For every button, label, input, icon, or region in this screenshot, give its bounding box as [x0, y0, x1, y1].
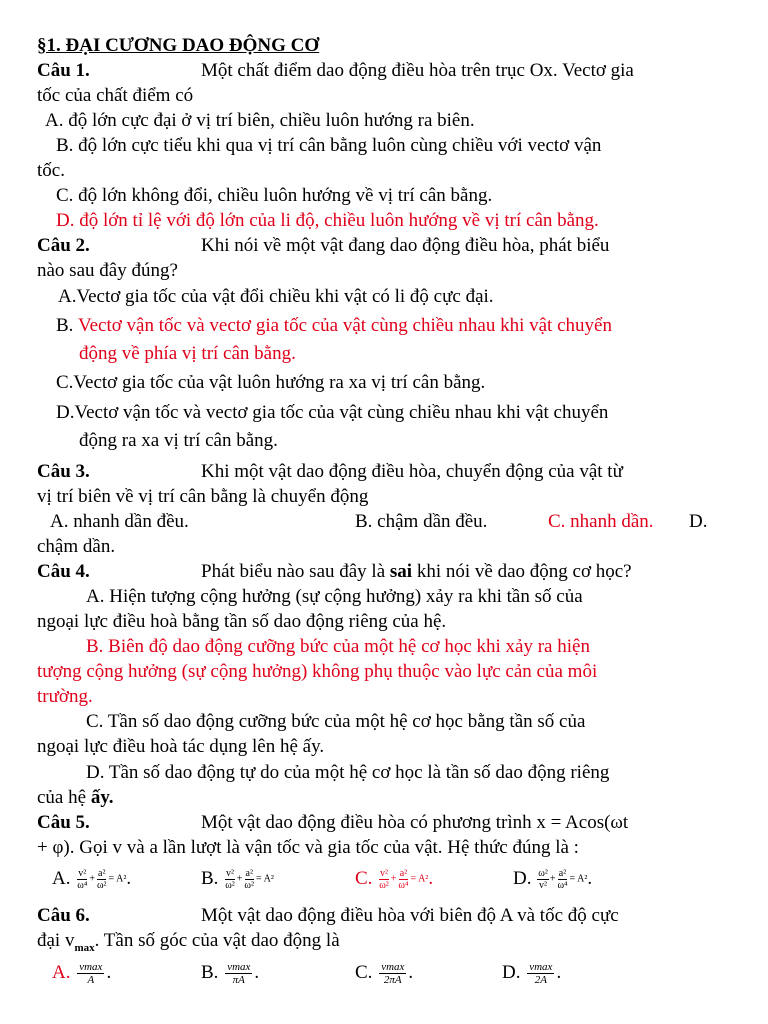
question-4-stem-text: Phát biểu nào sau đây là [201, 561, 390, 582]
numerator: v² [225, 868, 234, 880]
question-2-label: Câu 2. [37, 235, 90, 256]
numerator: v² [379, 868, 388, 880]
question-4-stem-emphasis: sai [389, 561, 413, 582]
equation-rhs: = A² [108, 873, 127, 885]
question-3-stem-cont: vị trí biên về vị trí cân bằng là chuyển động [37, 486, 369, 507]
question-6-stem-text-end: . Tần số góc của vật dao động là [94, 930, 340, 951]
question-2-option-c: C.Vectơ gia tốc của vật luôn hướng ra xa vị trí cân bằng. [56, 372, 486, 393]
period: . [126, 868, 132, 889]
question-5-option-a [52, 867, 131, 892]
question-3-option-c-answer: C. nhanh dần. [548, 511, 654, 532]
option-b-key: B. [201, 962, 219, 983]
question-6-stem-cont [37, 929, 340, 960]
subscript-max: max [74, 941, 95, 954]
question-2-option-b-answer-cont: động về phía vị trí cân bằng. [79, 343, 296, 364]
question-5-stem-cont: + φ). Gọi v và a lần lượt là vận tốc và gia tốc của vật. Hệ thức đúng là : [37, 837, 579, 858]
numerator: v² [78, 868, 87, 880]
fraction [243, 868, 255, 891]
equation-rhs: = A² [256, 873, 274, 885]
question-6-option-b [201, 961, 259, 986]
numerator: vmax [529, 961, 553, 974]
denominator: ω² [225, 880, 235, 892]
section-title: §1. ĐẠI CƯƠNG DAO ĐỘNG CƠ [37, 35, 320, 56]
question-5-option-d [513, 867, 592, 892]
question-1-stem: Một chất điểm dao động điều hòa trên trục Ox. Vectơ gia [201, 60, 634, 81]
period: . [254, 962, 260, 983]
period: . [106, 962, 112, 983]
numerator: a² [558, 868, 567, 880]
question-4-option-b-answer: B. Biên độ dao động cưỡng bức của một hệ cơ học khi xảy ra hiện [86, 636, 590, 657]
fraction [527, 961, 554, 986]
denominator: v² [539, 880, 548, 892]
denominator: ω² [244, 880, 255, 892]
question-5-label: Câu 5. [37, 812, 90, 833]
fraction [96, 868, 108, 891]
question-5-option-b [201, 867, 274, 892]
question-2-stem-cont: nào sau đây đúng? [37, 260, 178, 281]
numerator: vmax [381, 961, 405, 974]
question-3-option-a: A. nhanh dần đều. [50, 511, 189, 532]
option-c-key: C. [355, 868, 373, 889]
fraction [556, 868, 568, 891]
denominator: ω² [379, 880, 389, 892]
question-6-option-d [502, 961, 561, 986]
numerator: vmax [227, 961, 251, 974]
question-4-option-d: D. Tần số dao động tự do của một hệ cơ học là tần số dao động riêng [86, 762, 610, 783]
question-4-stem [201, 560, 632, 584]
option-d-key: D. [513, 868, 532, 889]
question-1-label: Câu 1. [37, 60, 90, 81]
question-4-option-b-answer-cont: tượng cộng hưởng (sự cộng hưởng) không phụ thuộc vào lực cản của môi [37, 661, 598, 682]
plus-sign: + [549, 873, 556, 885]
numerator: vmax [79, 961, 103, 974]
period: . [428, 868, 434, 889]
fraction [537, 868, 549, 891]
question-1-option-b: B. độ lớn cực tiểu khi qua vị trí cân bằng luôn cùng chiều với vectơ vận [56, 135, 602, 156]
question-4-option-c-cont: ngoại lực điều hoà tác dụng lên hệ ấy. [37, 736, 325, 757]
question-6-stem: Một vật dao động điều hòa với biên độ A và tốc độ cực [201, 905, 619, 926]
denominator: 2A [534, 974, 547, 987]
question-3-option-d: D. [689, 511, 708, 532]
denominator: πA [232, 974, 245, 987]
question-5-stem: Một vật dao động điều hòa có phương trình x = Acos(ωt [201, 812, 629, 833]
equation-rhs: = A² [569, 873, 588, 885]
numerator: a² [245, 868, 253, 880]
question-2-option-d: D.Vectơ vận tốc và vectơ gia tốc của vật cùng chiều nhau khi vật chuyển [56, 402, 609, 423]
fraction [378, 868, 390, 891]
question-4-option-a-cont: ngoại lực điều hoà bằng tần số dao động riêng của hệ. [37, 611, 447, 632]
numerator: a² [98, 868, 106, 880]
option-d-key: D. [502, 962, 521, 983]
fraction [77, 961, 104, 986]
option-c-key: C. [355, 962, 373, 983]
question-3-label: Câu 3. [37, 461, 90, 482]
equation-rhs: = A² [410, 873, 429, 885]
denominator: ω⁴ [77, 880, 88, 892]
plus-sign: + [236, 873, 243, 885]
question-1-option-c: C. độ lớn không đổi, chiều luôn hướng về vị trí cân bằng. [56, 185, 493, 206]
numerator: a² [399, 868, 408, 880]
plus-sign: + [390, 873, 397, 885]
fraction [225, 961, 252, 986]
denominator: 2πA [383, 974, 402, 987]
denominator: ω⁴ [398, 880, 409, 892]
question-4-option-c: C. Tần số dao động cưỡng bức của một hệ cơ học bằng tần số của [86, 711, 586, 732]
question-6-label: Câu 6. [37, 905, 90, 926]
question-1-stem-cont: tốc của chất điểm có [37, 85, 194, 106]
question-4-option-d-emphasis: ấy. [90, 787, 114, 808]
question-6-option-a-answer [52, 961, 111, 986]
period: . [408, 962, 414, 983]
question-3-stem: Khi một vật dao động điều hòa, chuyển động của vật từ [201, 461, 623, 482]
question-4-stem-text-end: khi nói về dao động cơ học? [412, 561, 632, 582]
question-2-option-b-answer: Vectơ vận tốc và vectơ gia tốc của vật cùng chiều nhau khi vật chuyển [78, 315, 612, 336]
question-2-option-a: A.Vectơ gia tốc của vật đổi chiều khi vật có li độ cực đại. [58, 286, 494, 307]
denominator: A [87, 974, 95, 987]
denominator: ω² [96, 880, 107, 892]
fraction [379, 961, 406, 986]
question-2-option-d-cont: động ra xa vị trí cân bằng. [79, 430, 278, 451]
question-3-option-b: B. chậm dần đều. [355, 511, 488, 532]
question-4-label: Câu 4. [37, 561, 90, 582]
option-b-key: B. [201, 868, 219, 889]
question-2-stem: Khi nói về một vật đang dao động điều hòa, phát biểu [201, 235, 610, 256]
fraction [76, 868, 88, 891]
plus-sign: + [89, 873, 95, 885]
question-2-option-b-key: B. [56, 315, 74, 336]
question-4-option-b-answer-end: trường. [37, 686, 93, 707]
question-1-option-b-cont: tốc. [37, 160, 65, 181]
option-a-key: A. [52, 962, 71, 983]
question-1-option-d-answer: D. độ lớn tỉ lệ với độ lớn của li độ, chiều luôn hướng về vị trí cân bằng. [56, 210, 599, 231]
question-3-option-d-cont: chậm dần. [37, 536, 116, 557]
question-4-option-d-cont [37, 786, 114, 810]
numerator: ω² [538, 868, 548, 880]
question-1-option-a: A. độ lớn cực đại ở vị trí biên, chiều luôn hướng ra biên. [45, 110, 475, 131]
question-6-stem-text: đại v [37, 930, 75, 951]
question-6-option-c [355, 961, 413, 986]
fraction [224, 868, 236, 891]
denominator: ω⁴ [557, 880, 568, 892]
question-4-option-a: A. Hiện tượng cộng hưởng (sự cộng hưởng) xảy ra khi tần số của [86, 586, 583, 607]
question-5-option-c-answer [355, 867, 433, 892]
period: . [587, 868, 593, 889]
fraction [397, 868, 409, 891]
option-a-key: A. [52, 868, 71, 889]
question-4-option-d-text: của hệ [37, 787, 91, 808]
period: . [556, 962, 562, 983]
